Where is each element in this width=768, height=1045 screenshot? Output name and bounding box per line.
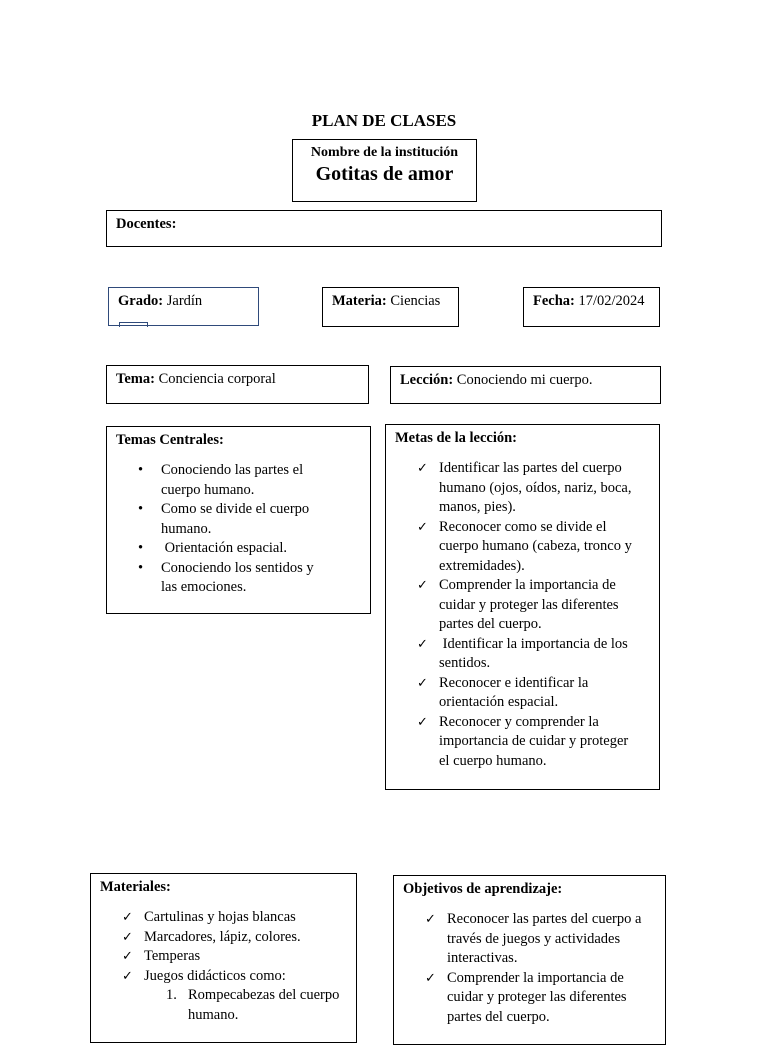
list-number: 1. [166,987,177,1003]
grado-box [108,287,259,326]
tema-box [106,365,369,404]
list-item: ✓ Identificar las partes del cuerpo humano (ojos, oídos, nariz, boca, manos, pies). [386,459,642,518]
objetivos-list [394,910,656,1027]
list-item: ✓ Reconocer y comprender la importancia de cuidar y proteger el cuerpo humano. [386,713,642,772]
institution-box [292,139,477,202]
fecha-value: 17/02/2024 [578,293,645,309]
metas-list [386,459,642,771]
grado-label: Grado: [118,293,164,309]
objetivos-heading: Objetivos de aprendizaje: [403,881,563,897]
materia-value: Ciencias [390,293,441,309]
materia-box [322,287,459,327]
list-item: ✓ Reconocer como se divide el cuerpo humano (cabeza, tronco y extremidades). [386,518,642,577]
list-item: • Como se divide el cuerpo humano. [107,500,329,539]
objetivos-box [393,875,666,1045]
temas-centrales-list [107,461,329,598]
list-item [91,986,353,1025]
materiales-sublist [91,986,353,1025]
docentes-box [106,210,662,247]
list-item: • Conociendo los sentidos y las emociones. [107,559,329,598]
metas-box [385,424,660,790]
list-item: ✓ Reconocer e identificar la orientación espacial. [386,674,642,713]
list-item: ✓ Cartulinas y hojas blancas [91,908,353,928]
institution-label: Nombre de la institución [310,145,459,160]
tema-value: Conciencia corporal [158,371,276,387]
list-item: ✓ Comprender la importancia de cuidar y proteger las diferentes partes del cuerpo. [394,969,656,1028]
fecha-box [523,287,660,327]
page-title: PLAN DE CLASES [311,111,457,130]
tema-label: Tema: [116,371,155,387]
materiales-box [90,873,357,1043]
temas-centrales-heading: Temas Centrales: [116,432,224,448]
materia-label: Materia: [332,293,387,309]
list-item: ✓ Marcadores, lápiz, colores. [91,928,353,948]
metas-heading: Metas de la lección: [395,430,518,446]
grado-value: Jardín [166,293,203,309]
leccion-box [390,366,661,404]
materiales-list [91,908,353,986]
list-text: Rompecabezas del cuerpo humano. [188,987,340,1023]
list-item: ✓ Juegos didácticos como: [91,967,353,987]
list-item: ✓ Identificar la importancia de los sentidos. [386,635,642,674]
leccion-label: Lección: [400,372,454,388]
institution-name: Gotitas de amor [315,163,454,185]
leccion-value: Conociendo mi cuerpo. [456,372,593,388]
materiales-heading: Materiales: [100,879,171,895]
docentes-label: Docentes: [116,216,177,232]
fecha-label: Fecha: [533,293,575,309]
grado-tab-marker [119,322,148,327]
temas-centrales-box [106,426,371,614]
list-item: ✓ Comprender la importancia de cuidar y proteger las diferentes partes del cuerpo. [386,576,642,635]
list-item: ✓ Reconocer las partes del cuerpo a través de juegos y actividades interactivas. [394,910,656,969]
list-item: • Conociendo las partes el cuerpo humano. [107,461,329,500]
list-item: ✓ Temperas [91,947,353,967]
list-item: • Orientación espacial. [107,539,329,559]
